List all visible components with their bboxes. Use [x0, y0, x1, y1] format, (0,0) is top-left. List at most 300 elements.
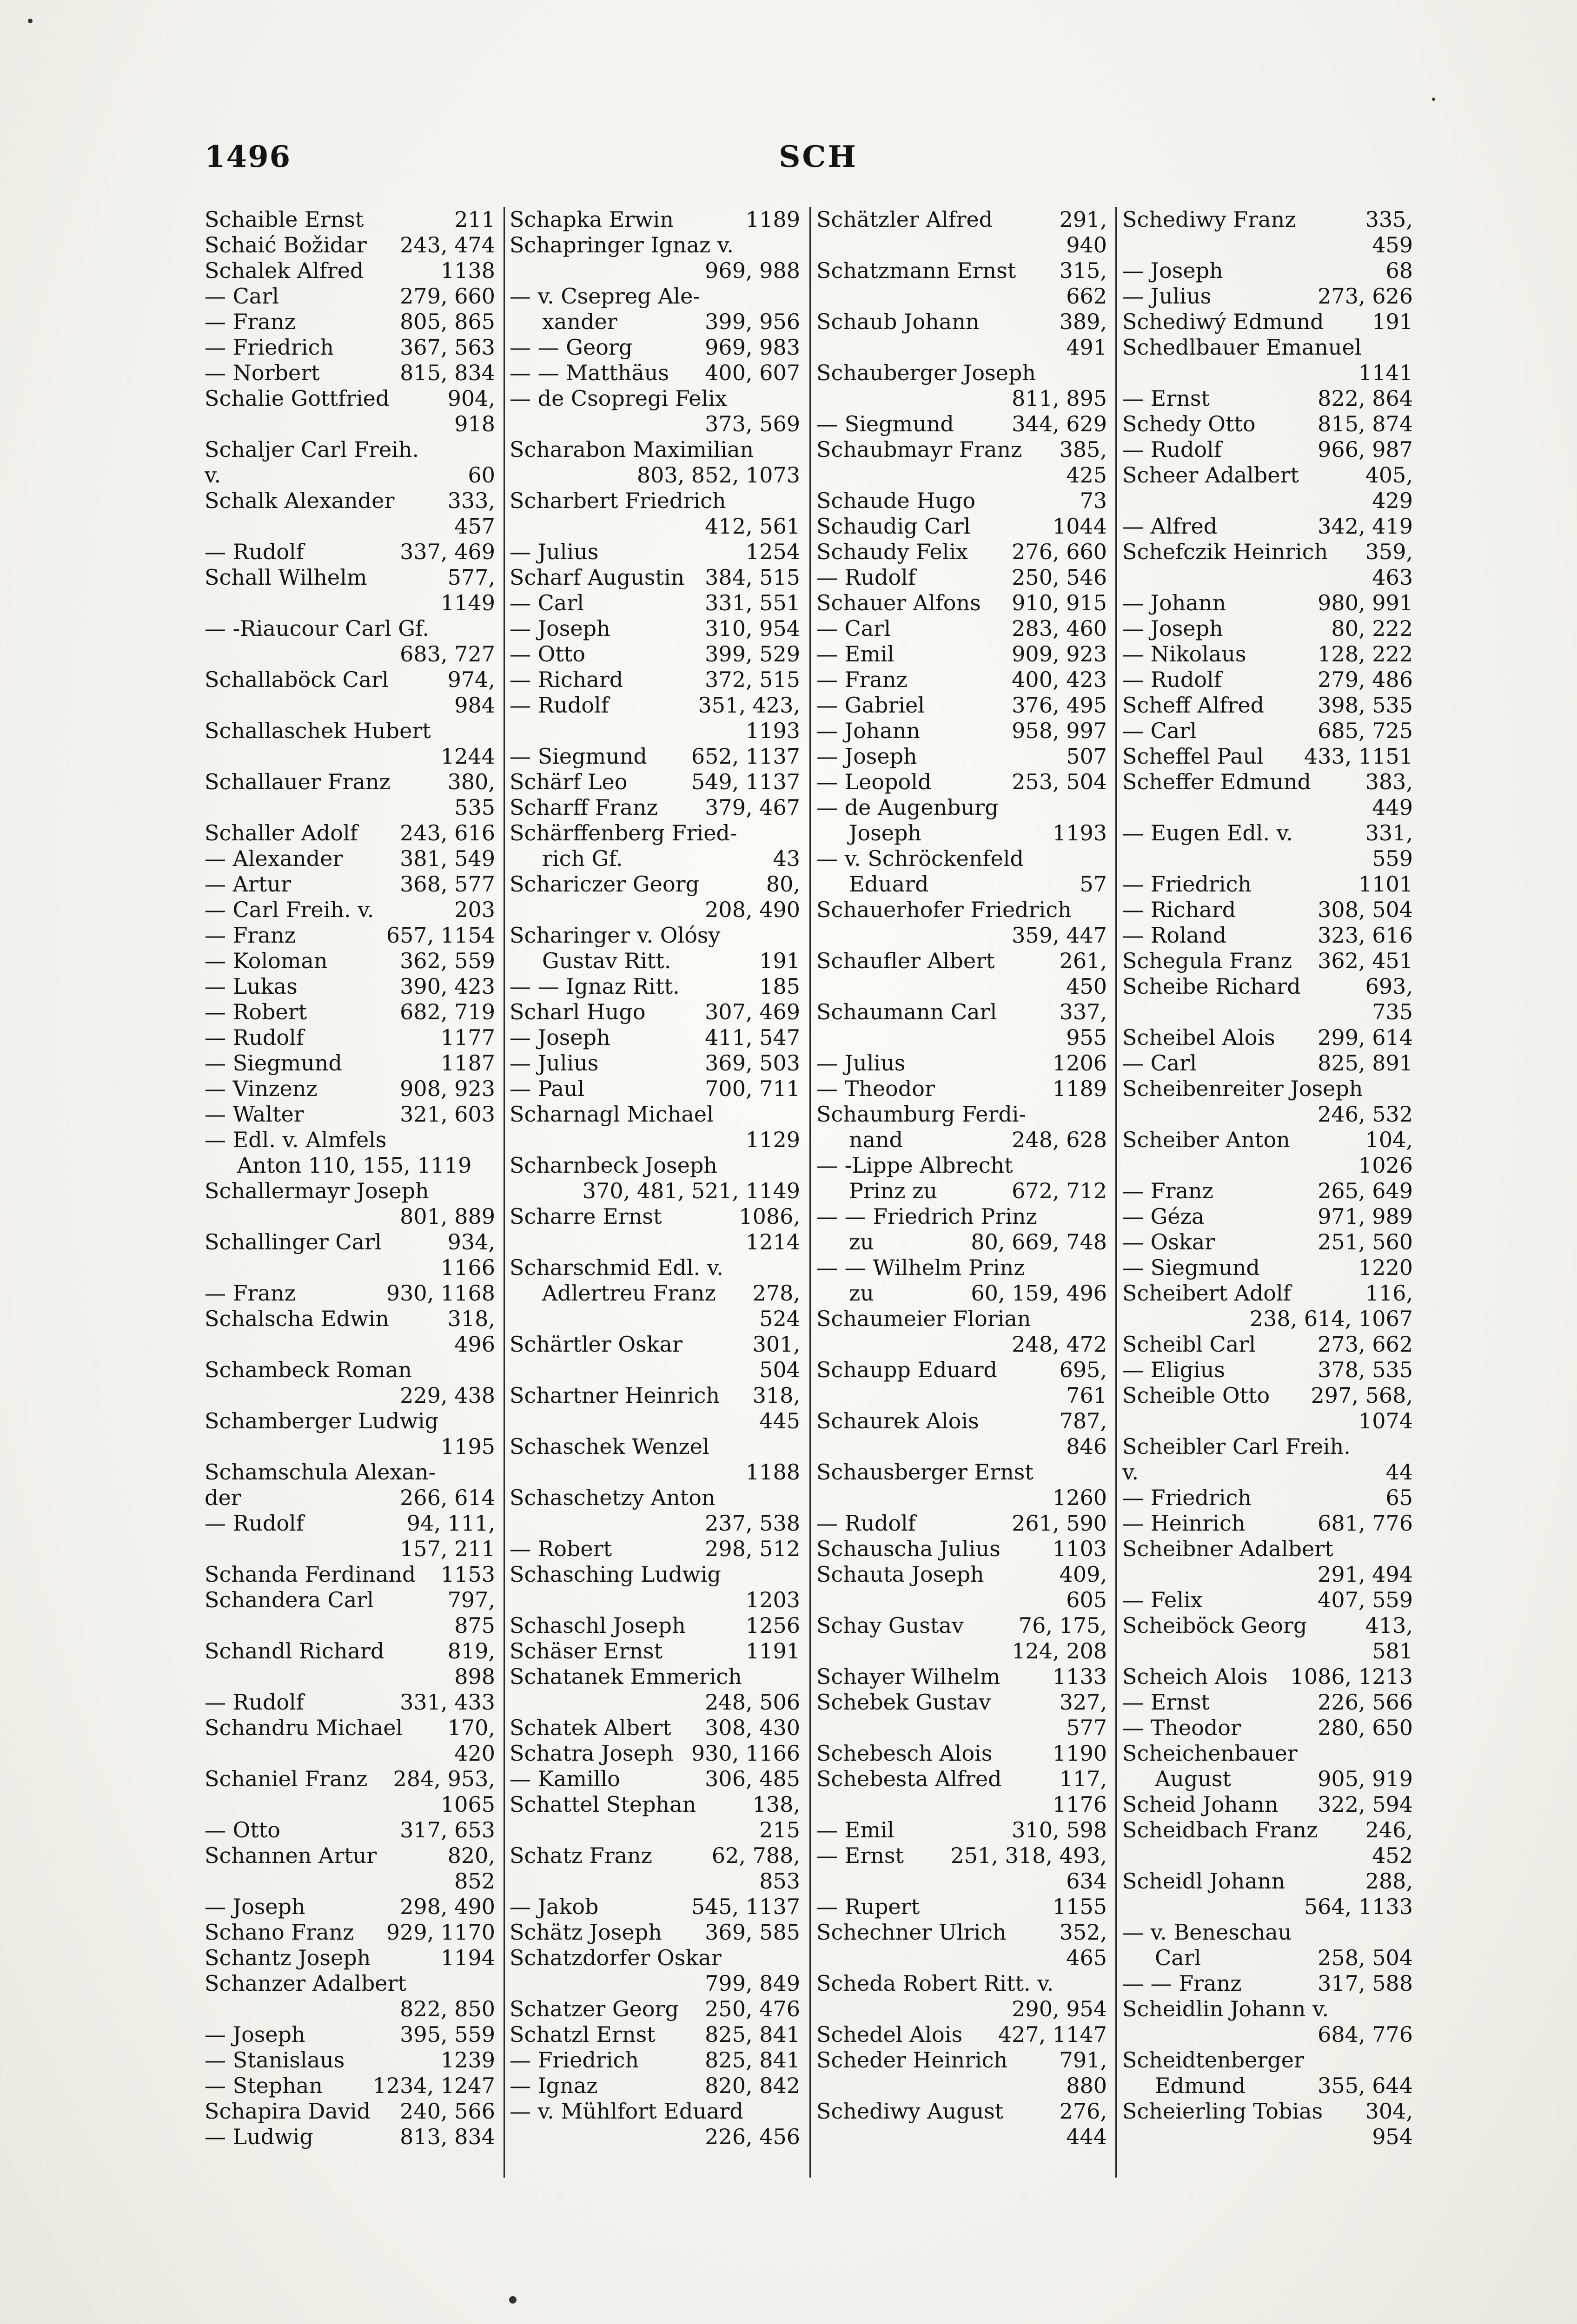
entry-pages: 853 — [759, 1868, 800, 1894]
entry-name: — Friedrich — [1122, 1485, 1252, 1510]
index-entry — [205, 1102, 495, 1127]
index-entry — [1122, 1996, 1413, 2022]
entry-name: Scharabon Maximilian — [510, 437, 754, 462]
entry-pages: 634 — [1066, 1868, 1107, 1894]
entry-name: — Friedrich — [205, 335, 334, 360]
entry-pages: 803, 852, 1073 — [636, 462, 800, 488]
entry-pages: 684, 776 — [1318, 2022, 1413, 2047]
index-entry — [205, 1229, 495, 1255]
entry-pages: 65 — [1385, 1485, 1413, 1510]
index-entry — [510, 1945, 800, 1971]
entry-name: — Ernst — [1122, 386, 1210, 411]
entry-name: — Julius — [510, 1050, 599, 1076]
entry-name — [205, 514, 454, 539]
entry-pages: 44 — [1385, 1459, 1413, 1485]
entry-name — [205, 1613, 454, 1638]
entry-pages: 104, — [1365, 1127, 1413, 1152]
entry-name — [510, 1127, 746, 1153]
entry-pages: 389, — [1059, 309, 1107, 334]
index-entry — [1122, 2047, 1413, 2073]
index-entry — [816, 1050, 1107, 1076]
index-entry — [816, 1459, 1107, 1485]
index-entry — [816, 1690, 1107, 1715]
entry-name: — Rudolf — [816, 565, 916, 590]
entry-pages: 298, 512 — [705, 1536, 800, 1561]
index-entry — [510, 1971, 800, 1996]
entry-name — [1122, 1153, 1358, 1178]
entry-pages: 297, 568, — [1311, 1383, 1413, 1408]
index-entry — [816, 1562, 1107, 1587]
entry-pages: 429 — [1372, 488, 1413, 513]
index-entry — [510, 769, 800, 795]
entry-name — [1122, 1894, 1304, 1920]
entry-name: Schaumeier Florian — [816, 1306, 1031, 1331]
entry-name: — Joseph — [510, 1025, 610, 1050]
entry-name: Schamberger Ludwig — [205, 1408, 439, 1433]
index-entry — [510, 1817, 800, 1843]
entry-name: Schaić Božidar — [205, 232, 367, 257]
entry-pages: 291, — [1059, 207, 1107, 232]
entry-pages: 337, — [1059, 999, 1107, 1024]
entry-name: Schegula Franz — [1122, 948, 1292, 973]
entry-name: — — Ignaz Ritt. — [510, 974, 680, 999]
index-entry — [1122, 1690, 1413, 1715]
index-entry — [816, 2073, 1107, 2099]
entry-name: Schalek Alfred — [205, 258, 364, 283]
entry-pages: 116, — [1365, 1281, 1413, 1306]
entry-name: Schandru Michael — [205, 1715, 403, 1740]
entry-name: — Otto — [510, 641, 585, 667]
entry-name: Schatz Franz — [510, 1843, 652, 1868]
index-entry — [510, 1587, 800, 1613]
entry-pages: 1086, — [739, 1204, 800, 1229]
entry-name — [816, 1996, 1012, 2022]
index-entry — [510, 1459, 800, 1485]
entry-pages: 1177 — [440, 1025, 495, 1050]
index-entry — [205, 1868, 495, 1894]
entry-pages: 969, 983 — [705, 335, 800, 360]
entry-name: — de Csopregi Felix — [510, 386, 727, 411]
entry-name — [205, 1204, 400, 1229]
entry-name — [205, 411, 454, 437]
entry-name — [816, 1868, 1066, 1894]
entry-pages: 825, 841 — [705, 2047, 800, 2073]
entry-pages: 248, 472 — [1012, 1332, 1107, 1357]
entry-pages: 444 — [1066, 2124, 1107, 2149]
entry-pages: 425 — [1066, 462, 1107, 488]
entry-name: — Friedrich — [1122, 872, 1252, 897]
entry-pages: 342, 419 — [1318, 514, 1413, 539]
index-entry — [816, 258, 1107, 284]
entry-name: — Julius — [816, 1050, 906, 1076]
index-entry — [205, 2124, 495, 2150]
entry-pages: 450 — [1066, 974, 1107, 999]
index-entry — [1122, 258, 1413, 284]
entry-pages: 1176 — [1052, 1792, 1107, 1817]
entry-name: Schallermayr Joseph — [205, 1178, 429, 1203]
entry-pages: 117, — [1059, 1766, 1107, 1791]
entry-name: Schalie Gottfried — [205, 386, 390, 411]
index-entry — [510, 693, 800, 718]
entry-name: Scheichenbauer — [1122, 1741, 1298, 1766]
entry-pages: 266, 614 — [400, 1485, 495, 1510]
entry-pages: 564, 1133 — [1304, 1894, 1413, 1919]
entry-name: Schariczer Georg — [510, 872, 699, 897]
index-entry — [1122, 1766, 1413, 1792]
entry-pages: 273, 662 — [1318, 1332, 1413, 1357]
entry-name — [816, 1638, 1012, 1664]
index-entry — [510, 1638, 800, 1664]
entry-pages: 170, — [447, 1715, 495, 1740]
entry-pages: 1138 — [440, 258, 495, 283]
index-entry — [510, 718, 800, 744]
entry-pages: 370, 481, 521, 1149 — [582, 1178, 800, 1203]
entry-name: Scheibl Carl — [1122, 1332, 1256, 1357]
index-entry — [205, 1792, 495, 1817]
entry-name: rich Gf. — [542, 846, 623, 871]
entry-pages: 306, 485 — [705, 1766, 800, 1791]
entry-name — [205, 1536, 400, 1562]
index-entry — [510, 1102, 800, 1127]
entry-name: — Roland — [1122, 923, 1227, 948]
entry-name: Schebek Gustav — [816, 1690, 991, 1715]
entry-name: August — [1155, 1766, 1232, 1791]
entry-pages: 1203 — [745, 1587, 800, 1612]
entry-name: xander — [542, 309, 617, 334]
entry-pages: 359, 447 — [1012, 923, 1107, 948]
index-entry — [205, 820, 495, 846]
entry-name: — Ernst — [1122, 1690, 1210, 1715]
entry-pages: 276, — [1059, 2099, 1107, 2124]
entry-pages: 380, — [447, 769, 495, 794]
entry-name — [510, 1357, 759, 1383]
index-entry — [816, 1971, 1107, 1996]
entry-name: — Carl — [205, 284, 279, 309]
index-entry — [1122, 590, 1413, 616]
entry-pages: 278, — [752, 1281, 800, 1306]
entry-name: — Otto — [205, 1817, 280, 1842]
index-entry — [510, 1996, 800, 2022]
index-entry — [205, 437, 495, 462]
entry-pages: 427, 1147 — [998, 2022, 1107, 2047]
index-entry — [816, 1204, 1107, 1229]
index-entry — [205, 462, 495, 488]
entry-name — [205, 1792, 441, 1817]
index-entry — [510, 284, 800, 309]
entry-name: Scharf Augustin — [510, 565, 685, 590]
entry-name: — — Georg — [510, 335, 633, 360]
entry-name: Schatek Albert — [510, 1715, 671, 1740]
index-entry — [816, 1383, 1107, 1408]
index-entry — [816, 360, 1107, 386]
index-column-2 — [510, 207, 800, 2150]
entry-pages: 76, 175, — [1018, 1613, 1107, 1638]
index-entry — [1122, 1127, 1413, 1153]
entry-name: Scheible Otto — [1122, 1383, 1270, 1408]
entry-pages: 880 — [1066, 2073, 1107, 2098]
index-entry — [510, 1127, 800, 1153]
index-entry — [205, 1153, 495, 1178]
entry-pages: 304, — [1365, 2099, 1413, 2124]
index-entry — [510, 1562, 800, 1587]
entry-pages: 301, — [752, 1332, 800, 1357]
entry-name — [1122, 795, 1372, 820]
entry-name: — Norbert — [205, 360, 320, 385]
column-divider — [504, 207, 505, 2178]
entry-pages: 373, 569 — [705, 411, 800, 436]
index-entry — [1122, 744, 1413, 769]
entry-name: Schaschl Joseph — [510, 1613, 686, 1638]
entry-pages: 940 — [1066, 232, 1107, 257]
index-entry — [1122, 1357, 1413, 1383]
entry-name: Edmund — [1155, 2073, 1246, 2098]
entry-name — [205, 1741, 454, 1766]
index-entry — [205, 1408, 495, 1434]
entry-pages: 317, 588 — [1318, 1971, 1413, 1996]
entry-name: Schanzer Adalbert — [205, 1971, 406, 1996]
index-entry — [205, 718, 495, 744]
index-entry — [816, 590, 1107, 616]
index-entry — [510, 1613, 800, 1638]
entry-pages: 852 — [454, 1868, 495, 1894]
entry-pages: 355, 644 — [1318, 2073, 1413, 2098]
entry-pages: 265, 649 — [1318, 1178, 1413, 1203]
index-entry — [816, 207, 1107, 232]
entry-pages: 825, 841 — [705, 2022, 800, 2047]
entry-name: Scheff Alfred — [1122, 693, 1265, 718]
index-entry — [816, 1434, 1107, 1459]
index-entry — [510, 1306, 800, 1332]
entry-pages: 909, 923 — [1012, 641, 1107, 667]
entry-name: — Carl — [1122, 1050, 1197, 1076]
entry-pages: 954 — [1372, 2124, 1413, 2149]
entry-pages: 822, 850 — [400, 1996, 495, 2021]
index-entry — [1122, 411, 1413, 437]
entry-name: Schambeck Roman — [205, 1357, 412, 1382]
entry-pages: 549, 1137 — [691, 769, 800, 794]
index-entry — [510, 335, 800, 360]
entry-name: — Joseph — [1122, 258, 1223, 283]
entry-pages: 283, 460 — [1012, 616, 1107, 641]
entry-pages: 825, 891 — [1318, 1050, 1413, 1076]
entry-pages: 449 — [1372, 795, 1413, 820]
entry-pages: 1195 — [440, 1434, 495, 1459]
entry-name: — Emil — [816, 641, 895, 667]
index-entry — [205, 1894, 495, 1920]
entry-pages: 577 — [1066, 1715, 1107, 1740]
index-entry — [205, 1255, 495, 1281]
index-entry — [510, 1025, 800, 1050]
entry-name: Scheiböck Georg — [1122, 1613, 1307, 1638]
entry-pages: 191 — [759, 948, 800, 973]
index-entry — [1122, 2124, 1413, 2150]
index-entry — [205, 488, 495, 514]
index-entry — [205, 232, 495, 258]
index-entry — [205, 411, 495, 437]
entry-name: Schatzer Georg — [510, 1996, 679, 2021]
entry-name — [1122, 1843, 1372, 1868]
entry-name: Schärffenberg Fried- — [510, 820, 737, 845]
index-entry — [205, 1971, 495, 1996]
entry-pages: 1153 — [440, 1562, 495, 1587]
index-entry — [510, 641, 800, 667]
entry-name: Schanda Ferdinand — [205, 1562, 416, 1587]
index-entry — [816, 846, 1107, 872]
entry-name: — — Friedrich Prinz — [816, 1204, 1037, 1229]
index-entry — [205, 923, 495, 948]
entry-pages: 683, 727 — [400, 641, 495, 667]
entry-name — [205, 795, 454, 820]
entry-name: Schaljer Carl Freih. — [205, 437, 419, 462]
entry-name: zu — [849, 1281, 874, 1306]
entry-pages: 966, 987 — [1318, 437, 1413, 462]
entry-name: Scharre Ernst — [510, 1204, 662, 1229]
index-entry — [1122, 1255, 1413, 1281]
index-entry — [1122, 1434, 1413, 1459]
entry-pages: 138, — [752, 1792, 800, 1817]
index-entry — [205, 769, 495, 795]
entry-name: Schaufler Albert — [816, 948, 995, 973]
index-entry — [205, 1562, 495, 1587]
entry-pages: 211 — [454, 207, 495, 232]
index-entry — [816, 1178, 1107, 1204]
index-entry — [1122, 565, 1413, 590]
entry-pages: 413, — [1365, 1613, 1413, 1638]
index-entry — [1122, 1792, 1413, 1817]
index-entry — [510, 1383, 800, 1408]
entry-pages: 284, 953, — [393, 1766, 495, 1791]
entry-name: Schallaschek Hubert — [205, 718, 431, 743]
entry-pages: 376, 495 — [1012, 693, 1107, 718]
entry-name — [510, 897, 705, 923]
index-entry — [510, 1690, 800, 1715]
entry-name — [1122, 1562, 1318, 1587]
entry-pages: 657, 1154 — [386, 923, 495, 948]
index-entry — [816, 386, 1107, 411]
entry-pages: 958, 997 — [1012, 718, 1107, 743]
entry-pages: 465 — [1066, 1945, 1107, 1970]
entry-name — [816, 1025, 1066, 1050]
entry-pages: 208, 490 — [705, 897, 800, 922]
index-entry — [510, 2073, 800, 2099]
entry-name: — Joseph — [510, 616, 610, 641]
index-entry — [816, 488, 1107, 514]
entry-pages: 240, 566 — [400, 2099, 495, 2124]
index-entry — [816, 718, 1107, 744]
entry-name: — Paul — [510, 1076, 585, 1101]
entry-pages: 1244 — [440, 744, 495, 769]
index-entry — [510, 1408, 800, 1434]
entry-pages: 322, 594 — [1318, 1792, 1413, 1817]
entry-name: — Rudolf — [205, 1690, 304, 1715]
entry-name — [510, 411, 705, 437]
entry-name: — Gabriel — [816, 693, 925, 718]
entry-name — [510, 718, 746, 744]
index-entry — [205, 1638, 495, 1664]
entry-name — [510, 1817, 759, 1843]
entry-pages: 315, — [1059, 258, 1107, 283]
index-entry — [816, 948, 1107, 974]
entry-name — [1122, 846, 1372, 872]
index-entry — [816, 795, 1107, 820]
entry-pages: 1189 — [1052, 1076, 1107, 1101]
index-entry — [816, 641, 1107, 667]
entry-pages: 80, 669, 748 — [971, 1229, 1107, 1254]
entry-name: Scheidlin Johann v. — [1122, 1996, 1329, 2021]
entry-name — [816, 2073, 1066, 2099]
entry-name: Scheder Heinrich — [816, 2047, 1008, 2073]
entry-pages: 1254 — [745, 539, 800, 564]
index-entry — [816, 1843, 1107, 1868]
index-entry — [816, 1255, 1107, 1281]
section-heading: SCH — [779, 139, 858, 174]
entry-name: Schandl Richard — [205, 1638, 384, 1664]
index-entry — [1122, 1281, 1413, 1306]
entry-name: Schartner Heinrich — [510, 1383, 720, 1408]
entry-name: — Rudolf — [205, 1511, 304, 1536]
entry-name: — Franz — [816, 667, 908, 692]
index-entry — [816, 437, 1107, 462]
index-entry — [816, 1511, 1107, 1536]
entry-pages: 310, 954 — [705, 616, 800, 641]
entry-name: Schalscha Edwin — [205, 1306, 389, 1331]
entry-pages: 971, 989 — [1318, 1204, 1413, 1229]
index-entry — [510, 974, 800, 999]
index-entry — [1122, 232, 1413, 258]
entry-name: Schebesta Alfred — [816, 1766, 1002, 1791]
entry-pages: 250, 546 — [1012, 565, 1107, 590]
entry-name: — Ernst — [816, 1843, 904, 1868]
entry-pages: 369, 503 — [705, 1050, 800, 1076]
index-entry — [510, 2099, 800, 2124]
entry-name: nand — [849, 1127, 903, 1152]
entry-pages: 367, 563 — [400, 335, 495, 360]
column-divider — [1115, 207, 1117, 2178]
entry-name: Schaumann Carl — [816, 999, 997, 1024]
entry-name: — Johann — [816, 718, 921, 743]
entry-pages: 904, — [447, 386, 495, 411]
index-entry — [816, 309, 1107, 335]
entry-name: Scheibe Richard — [1122, 974, 1301, 999]
entry-pages: 298, 490 — [400, 1894, 495, 1919]
entry-name: — Rudolf — [205, 1025, 304, 1050]
entry-pages: 368, 577 — [400, 872, 495, 897]
index-entry — [510, 616, 800, 641]
entry-pages: 94, 111, — [406, 1511, 495, 1536]
index-entry — [205, 1511, 495, 1536]
entry-pages: 457 — [454, 514, 495, 539]
entry-pages: 1133 — [1052, 1664, 1107, 1689]
entry-pages: 918 — [454, 411, 495, 436]
index-entry — [510, 1050, 800, 1076]
index-entry — [205, 1485, 495, 1511]
entry-pages: 191 — [1372, 309, 1413, 334]
entry-pages: 308, 430 — [705, 1715, 800, 1740]
entry-name: — Stanislaus — [205, 2047, 345, 2073]
entry-pages: 445 — [759, 1408, 800, 1433]
index-entry — [1122, 1638, 1413, 1664]
entry-pages: 318, — [447, 1306, 495, 1331]
print-speck — [509, 2296, 517, 2304]
index-entry — [510, 565, 800, 590]
entry-name: — Kamillo — [510, 1766, 620, 1791]
entry-name: Eduard — [849, 872, 929, 897]
entry-name: — Rudolf — [816, 1511, 916, 1536]
index-entry — [816, 999, 1107, 1025]
entry-pages: 203 — [454, 897, 495, 922]
entry-pages: 400, 607 — [705, 360, 800, 385]
entry-name: Schaub Johann — [816, 309, 980, 334]
